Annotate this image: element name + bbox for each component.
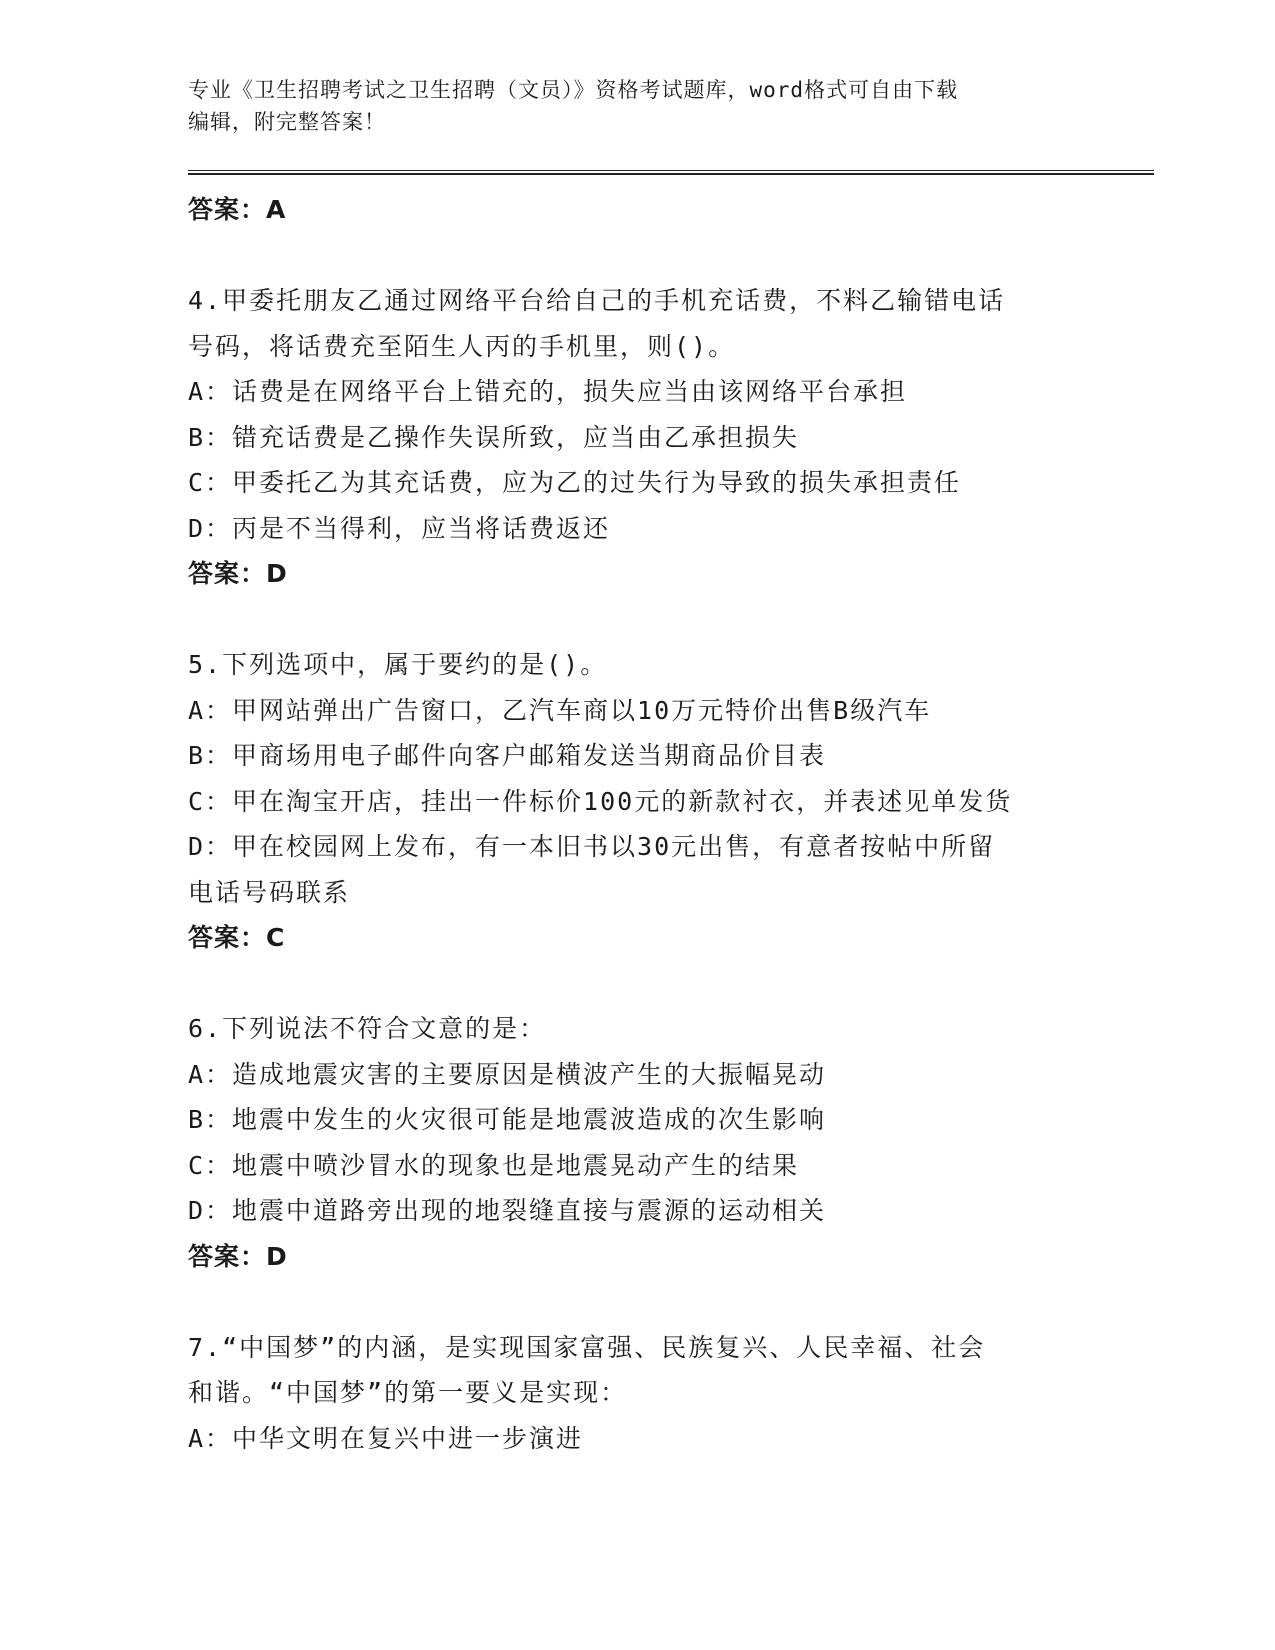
answer-q3: 答案：A [188, 195, 287, 224]
document-header [188, 74, 1088, 138]
option-b: B：地震中发生的火灾很可能是地震波造成的次生影响 [188, 1105, 827, 1134]
question-text-line: 4.甲委托朋友乙通过网络平台给自己的手机充话费，不料乙输错电话 [188, 286, 1006, 315]
question-block [188, 1006, 1108, 1279]
question-text-line: 7.“中国梦”的内涵，是实现国家富强、民族复兴、人民幸福、社会 [188, 1332, 986, 1362]
question-block [188, 1325, 1108, 1462]
question-block [188, 642, 1108, 961]
option-a: A：造成地震灾害的主要原因是横波产生的大振幅晃动 [188, 1059, 827, 1089]
option-a: A：中华文明在复兴中进一步演进 [188, 1423, 584, 1453]
question-text-line: 号码，将话费充至陌生人丙的手机里，则()。 [188, 331, 736, 361]
option-c: C：地震中喷沙冒水的现象也是地震晃动产生的结果 [188, 1150, 800, 1180]
option-d-continued: 电话号码联系 [188, 877, 351, 907]
option-d: D：地震中道路旁出现的地裂缝直接与震源的运动相关 [188, 1196, 827, 1225]
spacer [188, 1279, 1108, 1325]
answer-line: 答案：D [188, 1241, 288, 1271]
header-line-1: 专业《卫生招聘考试之卫生招聘（文员）》资格考试题库，word格式可自由下载 [188, 78, 959, 102]
option-b: B：甲商场用电子邮件向客户邮箱发送当期商品价目表 [188, 741, 827, 770]
option-c: C：甲委托乙为其充话费，应为乙的过失行为导致的损失承担责任 [188, 468, 962, 497]
option-c: C：甲在淘宝开店，挂出一件标价100元的新款衬衣，并表述见单发货 [188, 786, 1013, 816]
header-line-2: 编辑，附完整答案！ [188, 110, 386, 134]
spacer [188, 961, 1108, 1007]
option-a: A：话费是在网络平台上错充的，损失应当由该网络平台承担 [188, 377, 908, 406]
answer-line: 答案：C [188, 923, 286, 952]
spacer [188, 233, 1108, 279]
option-a: A：甲网站弹出广告窗口，乙汽车商以10万元特价出售B级汽车 [188, 695, 932, 725]
option-d: D：丙是不当得利，应当将话费返还 [188, 513, 611, 543]
spacer [188, 597, 1108, 643]
question-text-line: 6.下列说法不符合文意的是： [188, 1014, 547, 1043]
option-d: D：甲在校园网上发布，有一本旧书以30元出售，有意者按帖中所留 [188, 832, 996, 861]
question-content [188, 187, 1108, 1461]
option-b: B：错充话费是乙操作失误所致，应当由乙承担损失 [188, 422, 800, 452]
header-rule-thin [188, 170, 1154, 171]
question-text-line: 和谐。“中国梦”的第一要义是实现： [188, 1378, 628, 1407]
question-block [188, 278, 1108, 597]
answer-line: 答案：D [188, 559, 288, 588]
question-text-line: 5.下列选项中，属于要约的是()。 [188, 650, 608, 679]
header-rule-thick [188, 173, 1154, 175]
